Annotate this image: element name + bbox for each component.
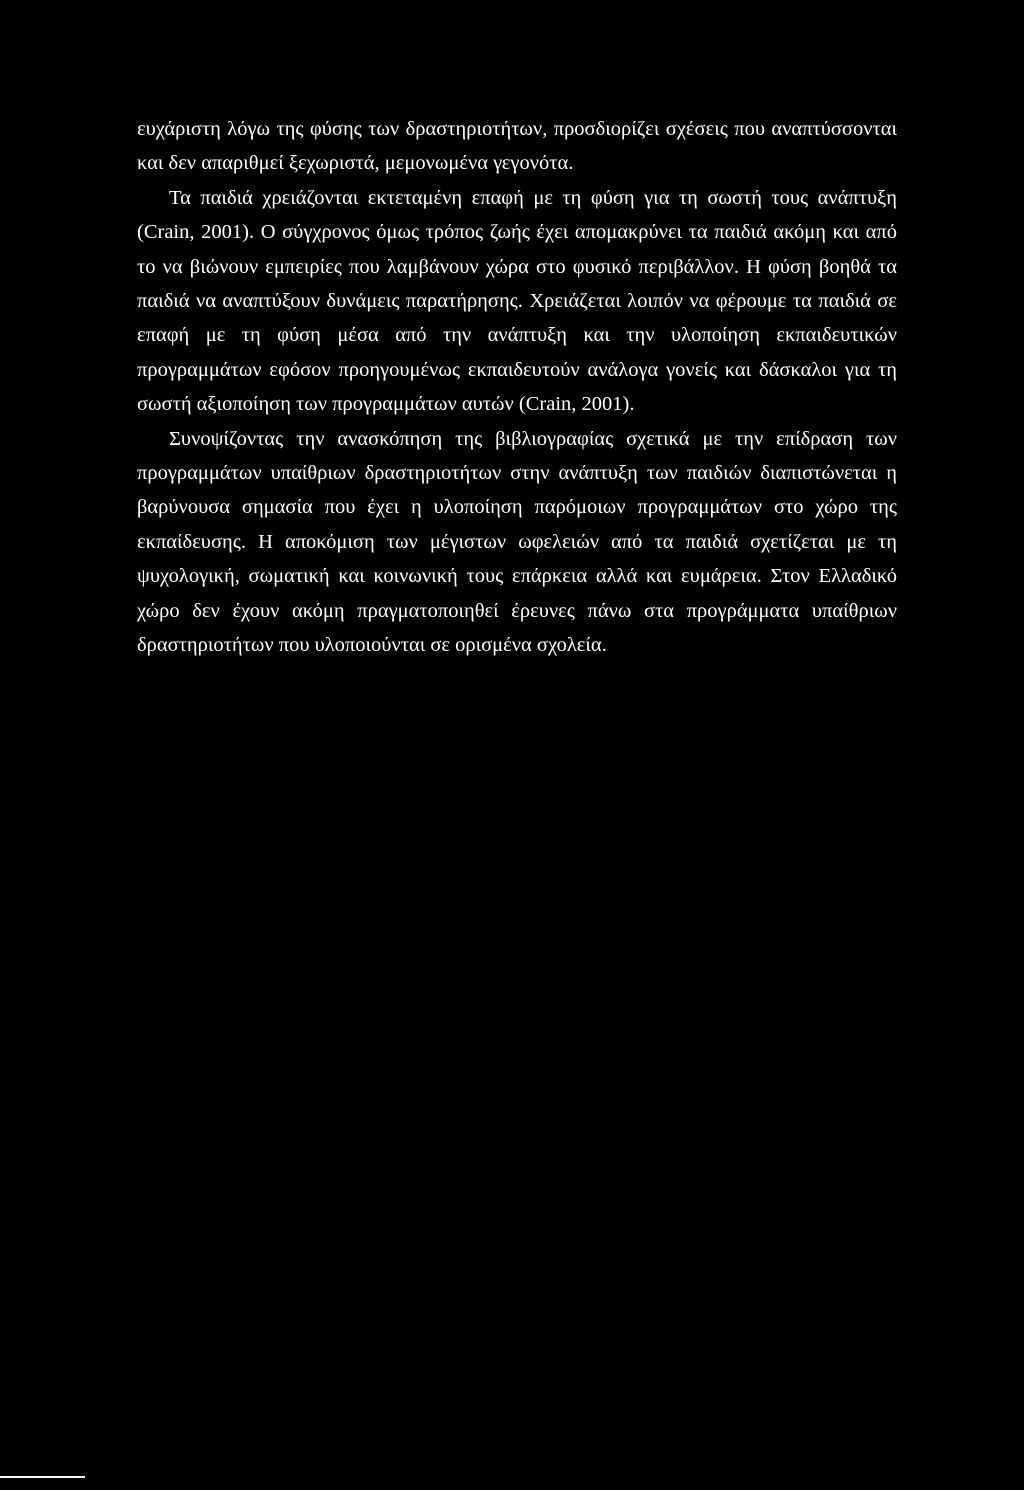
footnote-rule (0, 1476, 85, 1478)
paragraph-nature-contact: Τα παιδιά χρειάζονται εκτεταμένη επαφή με τη φύση για τη σωστή τους ανάπτυξη (Crain, 2001). Ο σύγχρονος όμως τρόπος ζωής έχει απομακρύνει τα παιδιά ακόμη και από το να βιώνουν εμπειρίες που λαμβάνουν χώρα στο φυσικό περιβάλλον. Η φύση βοηθά τα παιδιά να αναπτύξουν δυνάμεις παρατήρησης. Χρειάζεται λοιπόν να φέρουμε τα παιδιά σε επαφή με τη φύση μέσα από την ανάπτυξη και την υλοποίηση εκπαιδευτικών προγραμμάτων εφόσον προηγουμένως εκπαιδευτούν ανάλογα γονείς και δάσκαλοι για τη σωστή αξιοποίηση των προγραμμάτων αυτών (Crain, 2001). (137, 186, 897, 416)
paragraph-continuation: ευχάριστη λόγω της φύσης των δραστηριοτήτων, προσδιορίζει σχέσεις που αναπτύσσονται και δεν απαριθμεί ξεχωριστά, μεμονωμένα γεγονότα. (137, 118, 897, 175)
body-text (137, 112, 897, 663)
paragraph-summary: Συνοψίζοντας την ανασκόπηση της βιβλιογραφίας σχετικά με την επίδραση των προγραμμάτων υπαίθριων δραστηριοτήτων στην ανάπτυξη των παιδιών διαπιστώνεται η βαρύνουσα σημασία που έχει η υλοποίηση παρόμοιων προγραμμάτων στο χώρο της εκπαίδευσης. Η αποκόμιση των μέγιστων ωφελειών από τα παιδιά σχετίζεται με τη ψυχολογική, σωματική και κοινωνική τους επάρκεια αλλά και ευμάρεια. Στον Ελλαδικό χώρο δεν έχουν ακόμη πραγματοποιηθεί έρευνες πάνω στα προγράμματα υπαίθριων δραστηριοτήτων που υλοποιούνται σε ορισμένα σχολεία. (137, 427, 897, 657)
